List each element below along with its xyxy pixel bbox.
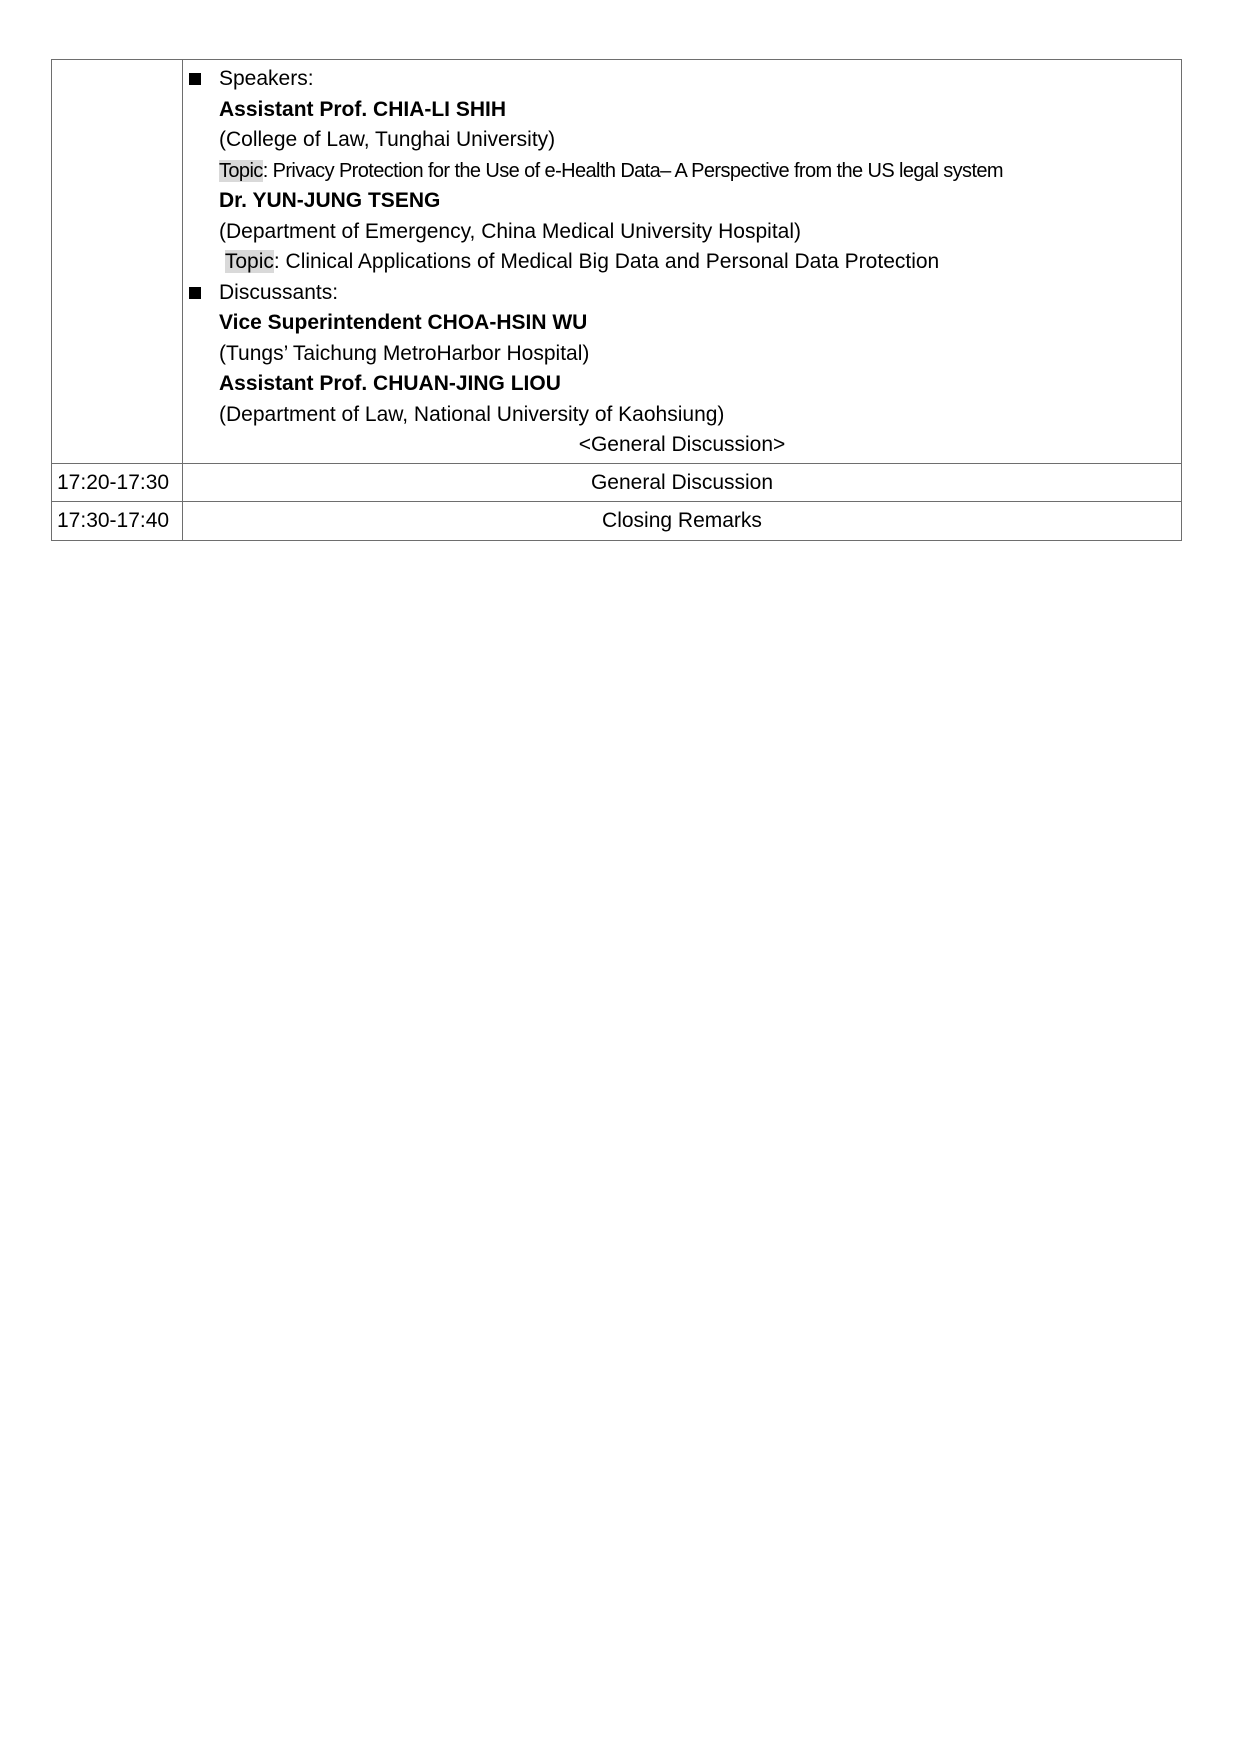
speakers-heading-line — [183, 64, 1181, 95]
bullet-square-icon — [189, 287, 201, 299]
speaker-affiliation: (Department of Emergency, China Medical University Hospital) — [219, 219, 801, 243]
speaker-topic — [183, 247, 1181, 278]
table-row — [52, 502, 1182, 541]
table-row-session — [52, 60, 1182, 464]
session-details-cell — [183, 60, 1182, 464]
topic-label: Topic — [219, 159, 263, 182]
bullet-square-icon — [189, 73, 201, 85]
discussant-affiliation: (Department of Law, National University of Kaohsiung) — [219, 402, 725, 426]
discussant-name: Assistant Prof. CHUAN-JING LIOU — [219, 372, 561, 395]
topic-text: : Clinical Applications of Medical Big Data and Personal Data Protection — [273, 250, 940, 273]
topic-label: Topic — [224, 250, 274, 273]
time-cell-empty — [52, 60, 183, 464]
time-cell: 17:30-17:40 — [52, 502, 183, 541]
time-cell: 17:20-17:30 — [52, 463, 183, 502]
agenda-item-title: General Discussion — [183, 463, 1182, 502]
discussant-affiliation: (Tungs’ Taichung MetroHarbor Hospital) — [219, 341, 590, 365]
speaker-affiliation: (College of Law, Tunghai University) — [219, 128, 556, 151]
discussants-heading-line — [183, 278, 1181, 309]
speaker-topic — [183, 156, 1181, 187]
closing-note: <General Discussion> — [578, 433, 786, 456]
table-row — [52, 463, 1182, 502]
agenda-item-title: Closing Remarks — [183, 502, 1182, 541]
speakers-heading: Speakers: — [219, 67, 314, 90]
discussant-name: Vice Superintendent CHOA-HSIN WU — [219, 311, 588, 334]
speaker-name: Assistant Prof. CHIA-LI SHIH — [219, 97, 507, 121]
speaker-name: Dr. YUN-JUNG TSENG — [219, 189, 441, 212]
discussants-heading: Discussants: — [219, 280, 339, 304]
agenda-table — [51, 59, 1182, 541]
topic-text: : Privacy Protection for the Use of e-Health Data– A Perspective from the US legal system — [262, 159, 1003, 182]
